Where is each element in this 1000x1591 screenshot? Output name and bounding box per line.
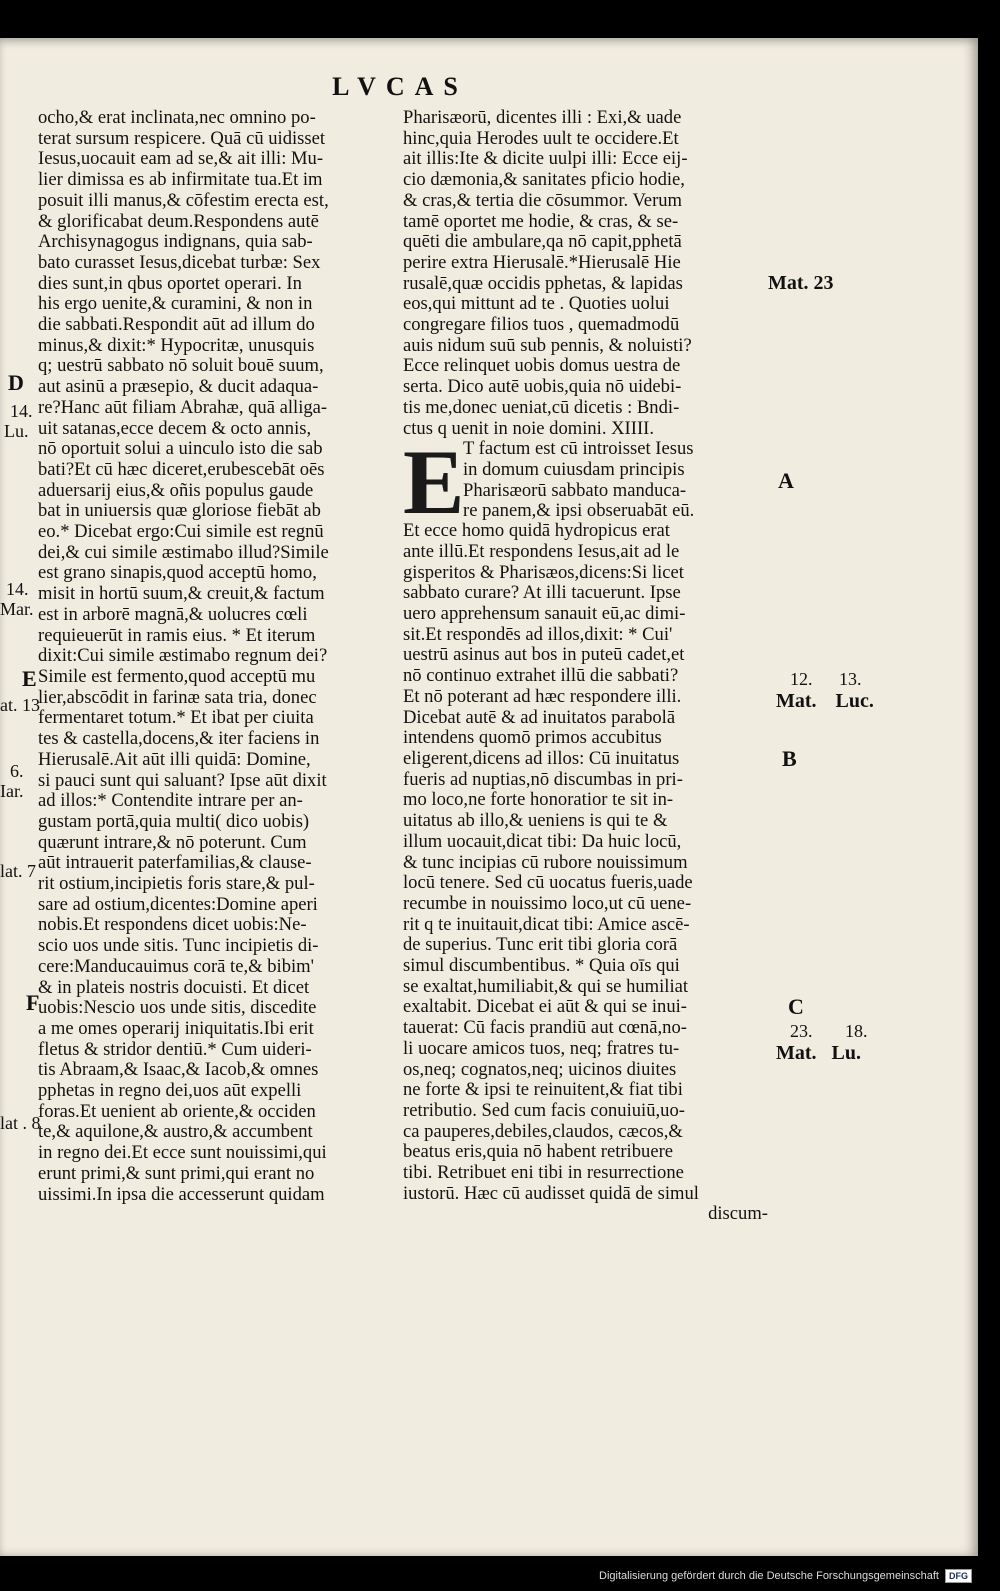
text-line: fueris ad nuptias,nō discumbas in pri- [403,769,683,790]
text-line: li uocare amicos tuos, neq; fratres tu- [403,1038,680,1059]
text-line: in regno dei.Et ecce sunt nouissimi,qui [38,1143,327,1164]
text-line: congregare filios tuos , quemadmodū [403,315,680,336]
text-line: mo loco,ne forte honoratior te sit in- [403,790,674,811]
dfg-logo: DFG [945,1569,972,1583]
text-line: terat sursum respicere. Quā cū uidisset [38,128,326,149]
margin-letter-f: F [26,990,40,1015]
text-line: ait illis:Ite & dicite uulpi illi: Ecce eij- [403,149,688,170]
text-line: quærunt intrare,& nō poterunt. Cum [38,832,307,853]
text-line: & glorificabat deum.Respondens autē [38,211,319,232]
text-line: perire extra Hierusalē.*Hierusalē Hie [403,252,681,273]
text-line: pphetas in regno dei,uos aūt expelli [38,1081,302,1102]
text-line: uitatus ab illo,& ueniens is qui te & [403,811,668,832]
text-line: cio dæmonia,& sanitates pficio hodie, [403,170,685,191]
right-column-top-text [403,108,768,439]
margin-ref-12-13: 12. 13. [790,669,862,689]
text-line: Archisynagogus indignans, quia sab- [38,232,313,253]
text-line: tamē oportet me hodie, & cras, & se- [403,211,679,232]
margin-ref-d-book: Lu. [4,421,29,441]
text-line: tis Abraam,& Isaac,& Iacob,& omnes [38,1060,319,1081]
left-text-column [38,108,408,1205]
text-line: & tunc incipias cū rubore nouissimum [403,852,688,873]
catchword: discum- [708,1204,768,1225]
text-line: ca pauperes,debiles,claudos, cæcos,& [403,1121,683,1142]
margin-ref-mat8: lat . 8 [0,1113,41,1133]
text-line: T factum est cū introisset Iesus [463,439,694,460]
margin-letter-c: C [788,994,804,1019]
text-line: iustorū. Hæc cū audisset quidā de simul [403,1183,699,1204]
text-line: cere:Manducauimus corā te,& bibim' [38,956,314,977]
text-line: re?Hanc aūt filiam Abrahæ, quā alliga- [38,397,328,418]
text-line: ocho,& erat inclinata,nec omnino po- [38,108,316,128]
text-line: uero apprehensum sanauit eū,ac dimi- [403,604,686,625]
text-line: in domum cuiusdam principis [463,459,685,480]
text-line: auis nidum suū sub pennis, & noluisti? [403,335,692,356]
text-line: Et ecce homo quidā hydropicus erat [403,521,670,542]
margin-ref-mat7: lat. 7 [0,861,36,881]
text-line: rit q te inuitauit,dicat tibi: Amice ascē- [403,914,690,935]
text-line: a me omes operarij iniquitatis.Ibi erit [38,1018,314,1039]
text-line: tes & castella,docens,& iter faciens in [38,729,320,750]
margin-ref-mar14-number: 14. [6,579,29,599]
text-line: os,neq; cognatos,neq; uicinos diuites [403,1059,677,1080]
text-line: uissimi.In ipsa die accesserunt quidam [38,1184,325,1205]
text-line: fermentaret totum.* Et ibat per ciuita [38,708,314,729]
text-line: te,& aquilone,& austro,& accumbent [38,1122,313,1143]
text-line: dei,& cui simile æstimabo illud?Simile [38,542,329,563]
text-line: de superius. Tunc erit tibi gloria corā [403,935,678,956]
text-line: exaltabit. Dicebat ei aūt & qui se inui- [403,997,687,1018]
text-line: retributio. Sed cum facis conuiuiū,uo- [403,1100,685,1121]
text-line: Simile est fermento,quod acceptū mu [38,666,316,687]
text-line: nō oportuit solui a uinculo isto die sab [38,439,323,460]
text-line: tis me,donec ueniat,cū dicetis : Bndi- [403,397,680,418]
text-line: & cras,& tertia die cōsummor. Verum [403,190,683,211]
text-line: bat in uniuersis quæ gloriose fiebāt ab [38,501,321,522]
text-line: eligerent,dicens ad illos: Cū inuitatus [403,748,680,769]
text-line: sit.Et respondēs ad illos,dixit: * Cui' [403,624,673,645]
margin-ref-mat23: Mat. 23 [768,272,834,294]
text-line: ne forte & ipsi te reinuitent,& fiat tibi [403,1080,683,1101]
credit-text: Digitalisierung gefördert durch die Deutsche Forschungsgemeinschaft [599,1570,939,1582]
text-line: lier dimissa es ab infirmitate tua.Et im [38,170,323,191]
margin-ref-d-number: 14. [10,401,33,421]
text-line: Pharisæorū sabbato manduca- [463,480,687,501]
chapter-opening-lines [463,439,768,522]
text-line: Et nō poterant ad hæc respondere illi. [403,686,682,707]
text-line: nobis.Et respondens dicet uobis:Ne- [38,915,307,936]
text-line: eo.* Dicebat ergo:Cui simile est regnū [38,522,324,543]
text-line: est grano sinapis,quod acceptū homo, [38,563,317,584]
text-line: uit satanas,ecce decem & octo annis, [38,418,312,439]
margin-letter-d: D [8,370,24,395]
text-line: aut asinū a præsepio, & ducit adaqua- [38,377,319,398]
text-line: simul discumbentibus. * Quia oīs qui [403,956,680,977]
text-line: intendens quomō primos accubitus [403,728,662,749]
text-line: bato curasset Iesus,dicebat turbæ: Sex [38,252,321,273]
text-line: lier,abscōdit in farinæ sata tria, donec [38,687,317,708]
margin-ref-mar14-book: Mar. [0,599,34,619]
text-line: illum uocauit,dicat tibi: Da huic locū, [403,831,682,852]
text-line: scio uos unde sitis. Tunc incipietis di- [38,936,319,957]
text-line: beatus eris,quia nō habent retribuere [403,1142,674,1163]
running-header: LVCAS [332,72,468,101]
text-line: uestrū asinus aut bos in puteū cadet,et [403,645,685,666]
text-line: serta. Dico autē uobis,quia nō uidebi- [403,377,682,398]
margin-letter-b: B [782,746,797,771]
text-line: quēti die ambulare,qa nō capit,pphetā [403,232,682,253]
margin-ref-mat-luc: Mat. Luc. [776,690,874,712]
text-line: tibi. Retribuet eni tibi in resurrectione [403,1163,684,1184]
text-line: aūt intrauerit paterfamilias,& clause- [38,853,312,874]
text-line: Iesus,uocauit eam ad se,& ait illi: Mu- [38,149,324,170]
margin-letter-e: E [22,666,37,691]
text-line: ante illū.Et respondens Iesus,ait ad le [403,541,680,562]
text-line: dies sunt,in qbus oportet operari. In [38,273,302,294]
right-text-column [403,108,768,1225]
margin-ref-mat13: at. 13 [0,695,40,715]
text-line: dixit:Cui simile æstimabo regnum dei? [38,646,328,667]
text-line: Dicebat autē & ad inuitatos parabolā [403,707,676,728]
text-line: est in arborē magnā,& uolucres cœli [38,604,308,625]
right-column-bottom-text [403,521,768,1204]
text-line: si pauci sunt qui saluant? Ipse aūt dixit [38,770,327,791]
margin-ref-mar6-book: Iar. [0,781,24,801]
text-line: eos,qui mittunt ad te . Quoties uolui [403,294,670,315]
text-line: locū tenere. Sed cū uocatus fueris,uade [403,873,693,894]
text-line: ctus q uenit in noie domini. XIIII. [403,418,654,439]
text-line: q; uestrū sabbato nō soluit bouē suum, [38,356,324,377]
text-line: Ecce relinquet uobis domus uestra de [403,356,681,377]
text-line: Hierusalē.Ait aūt illi quidā: Domine, [38,749,311,770]
text-line: minus,& dixit:* Hypocritæ, unusquis [38,335,315,356]
text-line: fletus & stridor dentiū.* Cum uideri- [38,1039,312,1060]
text-line: sabbato curare? At illi tacuerunt. Ipse [403,583,681,604]
text-line: Pharisæorū, dicentes illi : Exi,& uade [403,108,682,128]
text-line: gustam portā,quia multi( dico uobis) [38,811,310,832]
text-line: rusalē,quæ occidis pphetas, & lapidas [403,273,683,294]
text-line: rit ostium,incipietis foris stare,& pul- [38,874,315,895]
margin-ref-23-18: 23. 18. [790,1021,868,1041]
text-line: misit in hortū suum,& creuit,& factum [38,584,325,605]
text-line: re panem,& ipsi obseruabāt eū. [463,501,695,522]
text-line: nō continuo extrahet illū die sabbati? [403,666,679,687]
text-line: ad illos:* Contendite intrare per an- [38,791,303,812]
text-line: tauerat: Cū facis prandiū aut cœnā,no- [403,1018,687,1039]
text-line: erunt primi,& sunt primi,qui erant no [38,1163,315,1184]
margin-ref-mat-lu: Mat. Lu. [776,1042,861,1064]
drop-cap-initial: E [403,431,465,534]
text-line: aduersarij eius,& oñis populus gaude [38,480,314,501]
text-line: recumbe in nouissimo loco,ut cū uene- [403,893,692,914]
margin-letter-a: A [778,468,794,493]
text-line: posuit illi manus,& cōfestim erecta est, [38,190,329,211]
margin-ref-mar6-number: 6. [10,761,24,781]
text-line: his ergo uenite,& curamini, & non in [38,294,313,315]
text-line: gisperitos & Pharisæos,dicens:Si licet [403,562,684,583]
text-line: sare ad ostium,dicentes:Domine aperi [38,894,318,915]
text-line: requieuerūt in ramis eius. * Et iterum [38,625,316,646]
text-line: foras.Et uenient ab oriente,& occiden [38,1101,316,1122]
text-line: & in plateis nostris docuisti. Et dicet [38,977,310,998]
text-line: hinc,quia Herodes uult te occidere.Et [403,128,679,149]
digitization-credit [599,1569,972,1583]
text-line: bati?Et cū hæc diceret,erubescebāt oēs [38,459,325,480]
text-line: die sabbati.Respondit aūt ad illum do [38,315,315,336]
text-line: uobis:Nescio uos unde sitis, discedite [38,998,317,1019]
text-line: se exaltat,humiliabit,& qui se humiliat [403,976,689,997]
